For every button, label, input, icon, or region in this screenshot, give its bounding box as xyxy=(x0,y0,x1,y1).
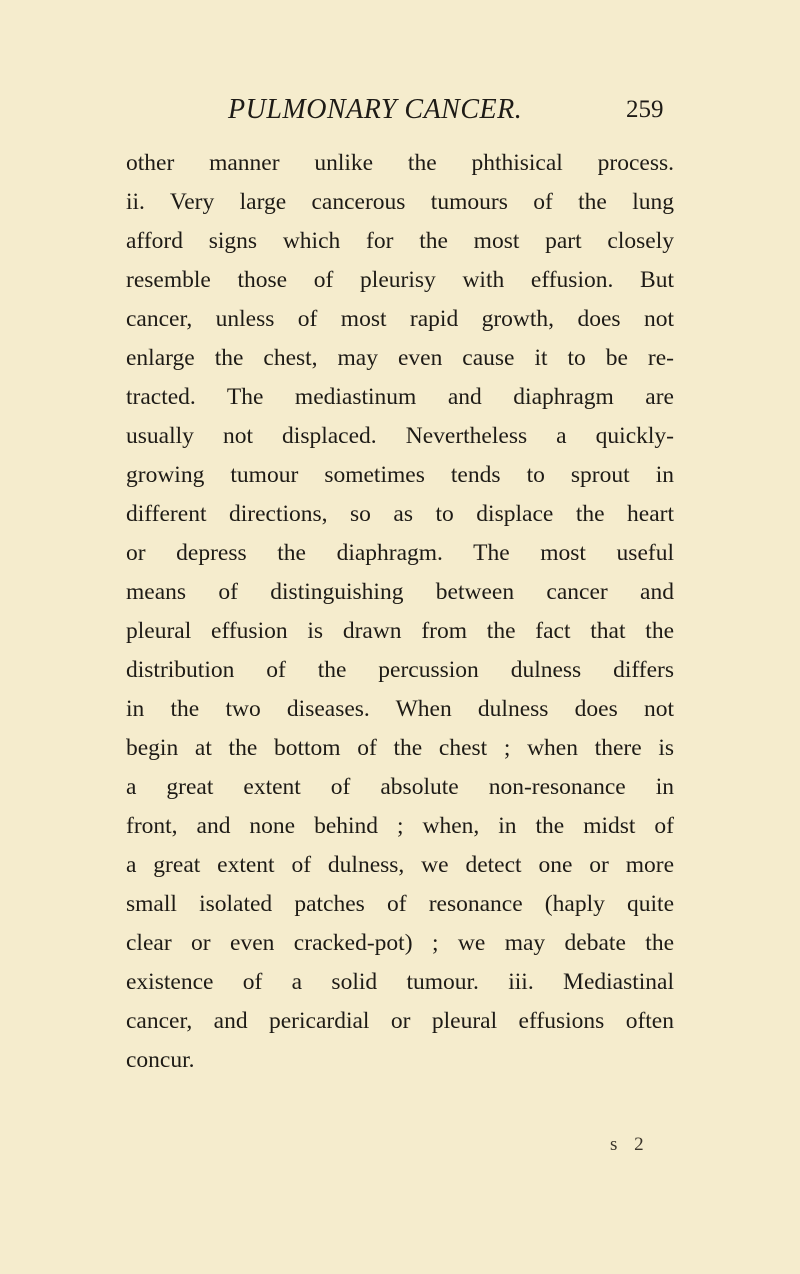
running-head xyxy=(0,94,800,134)
text-line: concur. xyxy=(126,1047,195,1073)
text-line: means of distinguishing between cancer and xyxy=(126,579,674,605)
text-line: existence of a solid tumour. iii. Mediastinal xyxy=(126,969,674,995)
text-line: cancer, and pericardial or pleural effusions often xyxy=(126,1008,674,1034)
text-line: growing tumour sometimes tends to sprout in xyxy=(126,462,674,488)
text-line: a great extent of dulness, we detect one or more xyxy=(126,852,674,878)
text-line: clear or even cracked-pot) ; we may debate the xyxy=(126,930,674,956)
text-line: afford signs which for the most part closely xyxy=(126,228,674,254)
text-line: pleural effusion is drawn from the fact that the xyxy=(126,618,674,644)
text-line: begin at the bottom of the chest ; when there is xyxy=(126,735,674,761)
body-text xyxy=(126,144,674,1080)
text-line: distribution of the percussion dulness differs xyxy=(126,657,674,683)
running-title: PULMONARY CANCER. xyxy=(228,94,523,125)
text-line: in the two diseases. When dulness does not xyxy=(126,696,674,722)
text-line: cancer, unless of most rapid growth, does not xyxy=(126,306,674,332)
signature-mark: s 2 xyxy=(610,1134,650,1155)
text-line: resemble those of pleurisy with effusion. But xyxy=(126,267,674,293)
text-line: tracted. The mediastinum and diaphragm are xyxy=(126,384,674,410)
text-line: small isolated patches of resonance (haply quite xyxy=(126,891,674,917)
text-line: usually not displaced. Nevertheless a quickly- xyxy=(126,423,674,449)
text-line: enlarge the chest, may even cause it to be re- xyxy=(126,345,674,371)
text-line: other manner unlike the phthisical process. xyxy=(126,150,674,176)
text-line: different directions, so as to displace the heart xyxy=(126,501,674,527)
text-line: or depress the diaphragm. The most useful xyxy=(126,540,674,566)
text-line: a great extent of absolute non-resonance in xyxy=(126,774,674,800)
text-line: front, and none behind ; when, in the midst of xyxy=(126,813,674,839)
text-line: ii. Very large cancerous tumours of the lung xyxy=(126,189,674,215)
page-number: 259 xyxy=(626,96,664,123)
